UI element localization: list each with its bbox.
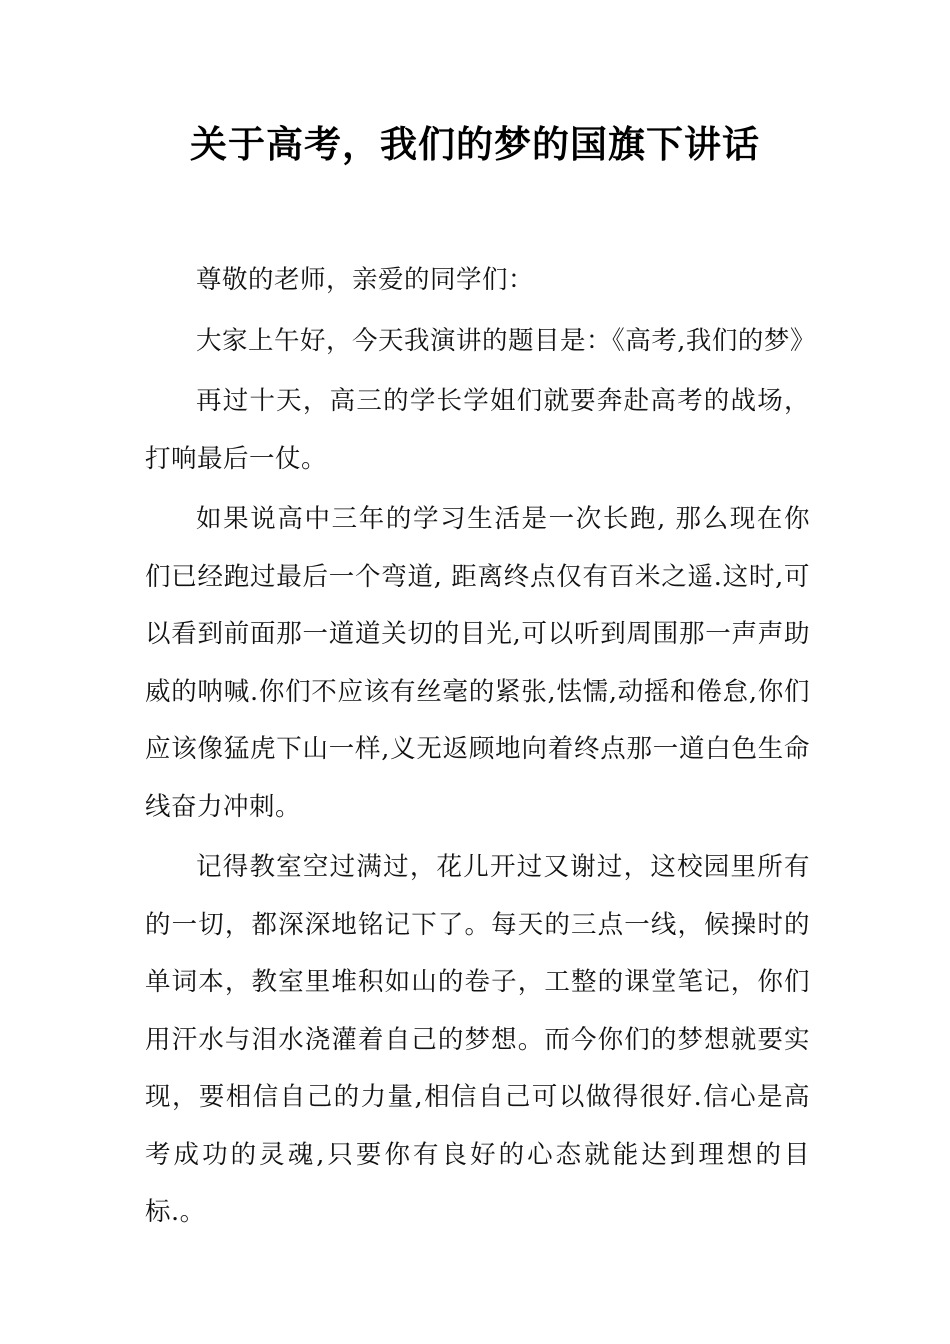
document-title: 关于高考，我们的梦的国旗下讲话 — [190, 122, 760, 166]
document-body — [145, 252, 816, 1245]
paragraph-long-run: 如果说高中三年的学习生活是一次长跑, 那么现在你们已经跑过最后一个弯道, 距离终点仅有百米之遥.这时,可以看到前面那一道道关切的目光,可以听到周围那一声声助威的呐喊.你们不应该有丝毫的紧张,怯懦,动摇和倦怠,你们应该像猛虎下山一样,义无返顾地向着终点那一道白色生命线奋力冲刺。 — [145, 504, 810, 822]
paragraph-ten-days: 再过十天，高三的学长学姐们就要奔赴高考的战场，打响最后一仗。 — [145, 386, 810, 474]
paragraph-topic: 大家上午好，今天我演讲的题目是：《高考,我们的梦》 — [196, 325, 816, 356]
paragraph-memories: 记得教室空过满过，花儿开过又谢过，这校园里所有的一切，都深深地铭记下了。每天的三点一线，候操时的单词本，教室里堆积如山的卷子，工整的课堂笔记，你们用汗水与泪水浇灌着自己的梦想。而今你们的梦想就要实现，要相信自己的力量,相信自己可以做得很好.信心是高考成功的灵魂,只要你有良好的心态就能达到理想的目标.。 — [145, 852, 810, 1227]
paragraph-greeting: 尊敬的老师，亲爱的同学们： — [196, 265, 535, 295]
